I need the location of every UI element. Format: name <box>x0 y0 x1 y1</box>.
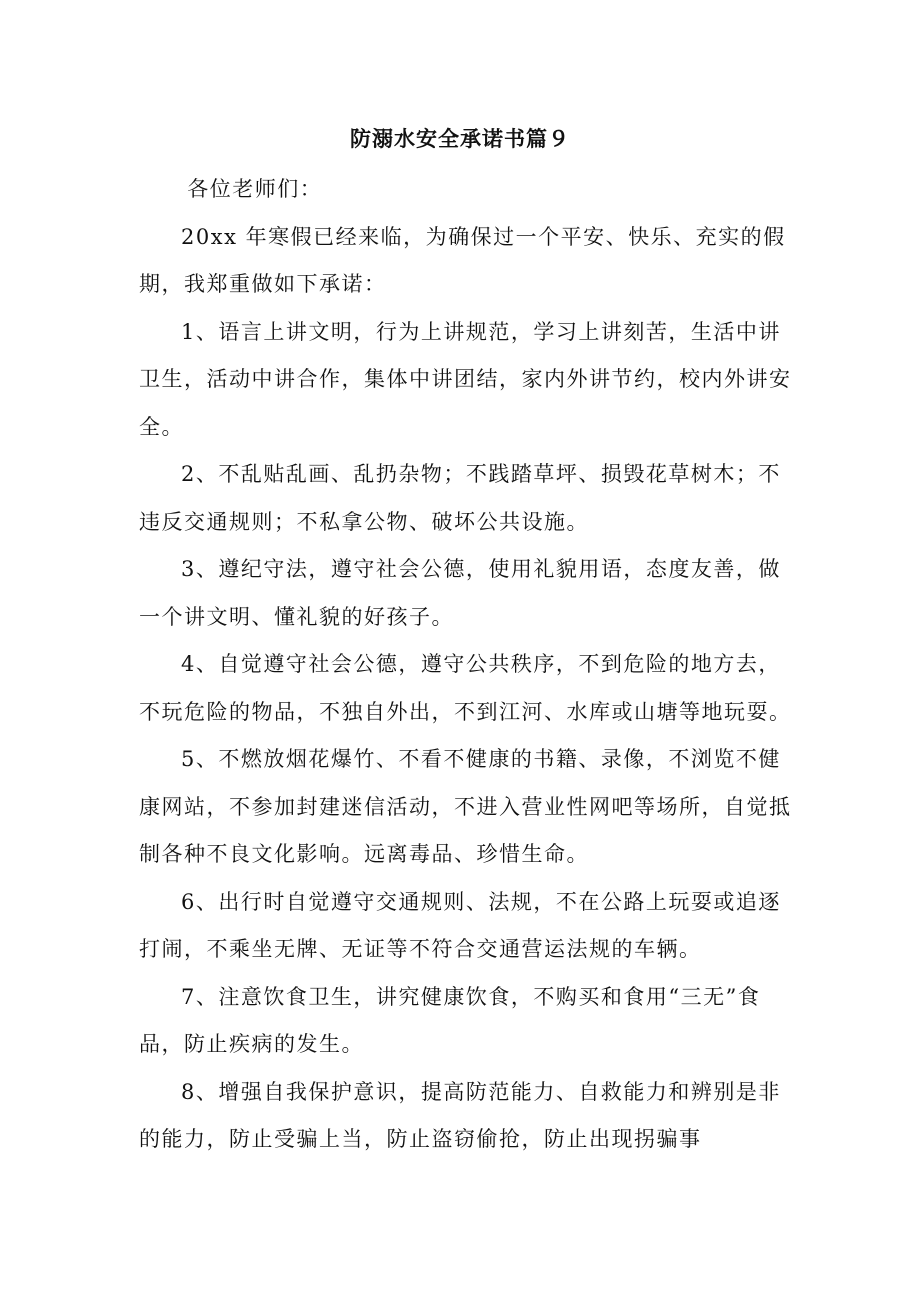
paragraph-item-7: 7、注意饮食卫生，讲究健康饮食，不购买和食用“三无”食品，防止疾病的发生。 <box>139 984 761 1056</box>
paragraph-item-3: 3、遵纪守法，遵守社会公德，使用礼貌用语，态度友善，做一个讲文明、懂礼貌的好孩子。 <box>139 557 781 629</box>
document-body <box>139 166 799 1164</box>
greeting-line: 各位老师们： <box>187 177 323 201</box>
document-title: 防溺水安全承诺书篇９ <box>350 126 570 151</box>
paragraph-intro: 20xx 年寒假已经来临，为确保过一个平安、快乐、充实的假期，我郑重做如下承诺： <box>139 224 786 296</box>
paragraph-item-6: 6、出行时自觉遵守交通规则、法规，不在公路上玩耍或追逐打闹，不乘坐无牌、无证等不符合交通营运法规的车辆。 <box>139 889 781 961</box>
paragraph-item-8: 8、增强自我保护意识，提高防范能力、自救能力和辨别是非的能力，防止受骗上当，防止盗窃偷抢，防止出现拐骗事 <box>139 1079 781 1151</box>
paragraph-item-4: 4、自觉遵守社会公德，遵守公共秩序，不到危险的地方去，不玩危险的物品，不独自外出，不到江河、水库或山塘等地玩耍。 <box>139 652 792 724</box>
paragraph-item-5: 5、不燃放烟花爆竹、不看不健康的书籍、录像，不浏览不健康网站，不参加封建迷信活动，不进入营业性网吧等场所，自觉抵制各种不良文化影响。远离毒品、珍惜生命。 <box>139 747 792 866</box>
paragraph-item-1: 1、语言上讲文明，行为上讲规范，学习上讲刻苦，生活中讲卫生，活动中讲合作，集体中讲团结，家内外讲节约，校内外讲安全。 <box>139 319 792 439</box>
paragraph-item-2: 2、不乱贴乱画、乱扔杂物；不践踏草坪、损毁花草树木；不违反交通规则；不私拿公物、破坏公共设施。 <box>139 462 781 534</box>
